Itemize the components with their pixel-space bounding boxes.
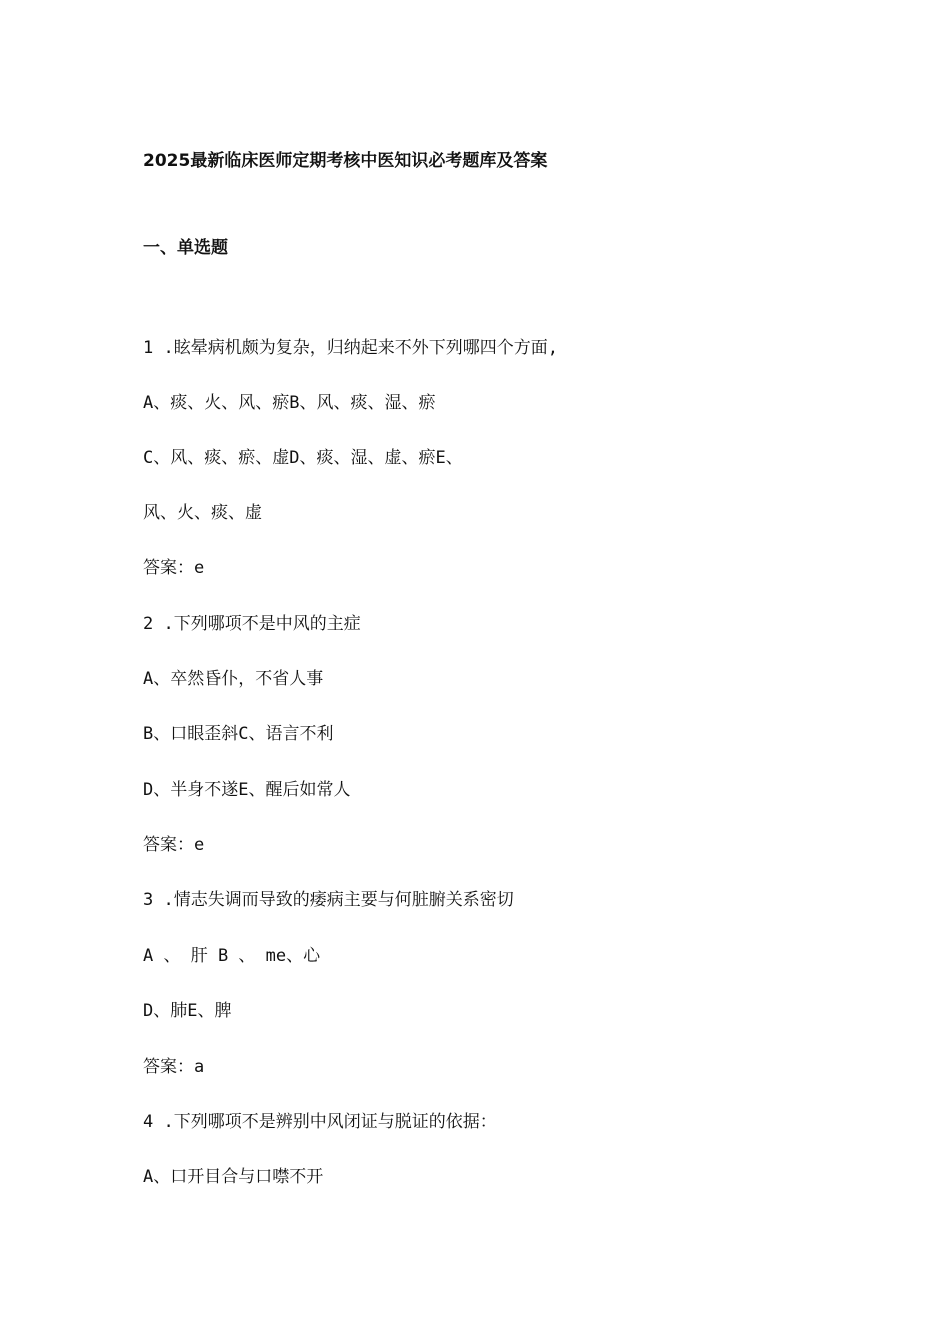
question-2-answer: 答案：e (143, 835, 205, 855)
question-1-options-ab: A、痰、火、风、瘀B、风、痰、湿、瘀 (143, 393, 436, 413)
question-3-stem: 3 .情志失调而导致的痿病主要与何脏腑关系密切 (143, 890, 514, 910)
question-2-option-a: A、卒然昏仆，不省人事 (143, 669, 324, 689)
section-heading: 一、单选题 (143, 238, 228, 258)
question-3-answer: 答案：a (143, 1057, 205, 1077)
question-2-options-de: D、半身不遂E、醒后如常人 (143, 780, 351, 800)
question-1-answer: 答案：e (143, 558, 205, 578)
question-1-option-e-cont: 风、火、痰、虚 (143, 503, 262, 523)
question-1-stem: 1 .眩晕病机颇为复杂，归纳起来不外下列哪四个方面, (143, 338, 558, 358)
question-2-options-bc: B、口眼歪斜C、语言不利 (143, 724, 334, 744)
question-3-options-de: D、肺E、脾 (143, 1001, 232, 1021)
question-3-options-abc: A 、 肝 B 、 me、心 (143, 946, 321, 966)
question-4-option-a: A、口开目合与口噤不开 (143, 1167, 324, 1187)
document-title: 2025最新临床医师定期考核中医知识必考题库及答案 (143, 151, 548, 171)
question-2-stem: 2 .下列哪项不是中风的主症 (143, 614, 361, 634)
question-4-stem: 4 .下列哪项不是辨别中风闭证与脱证的依据： (143, 1112, 497, 1132)
question-1-options-cde: C、风、痰、瘀、虚D、痰、湿、虚、瘀E、 (143, 448, 463, 468)
